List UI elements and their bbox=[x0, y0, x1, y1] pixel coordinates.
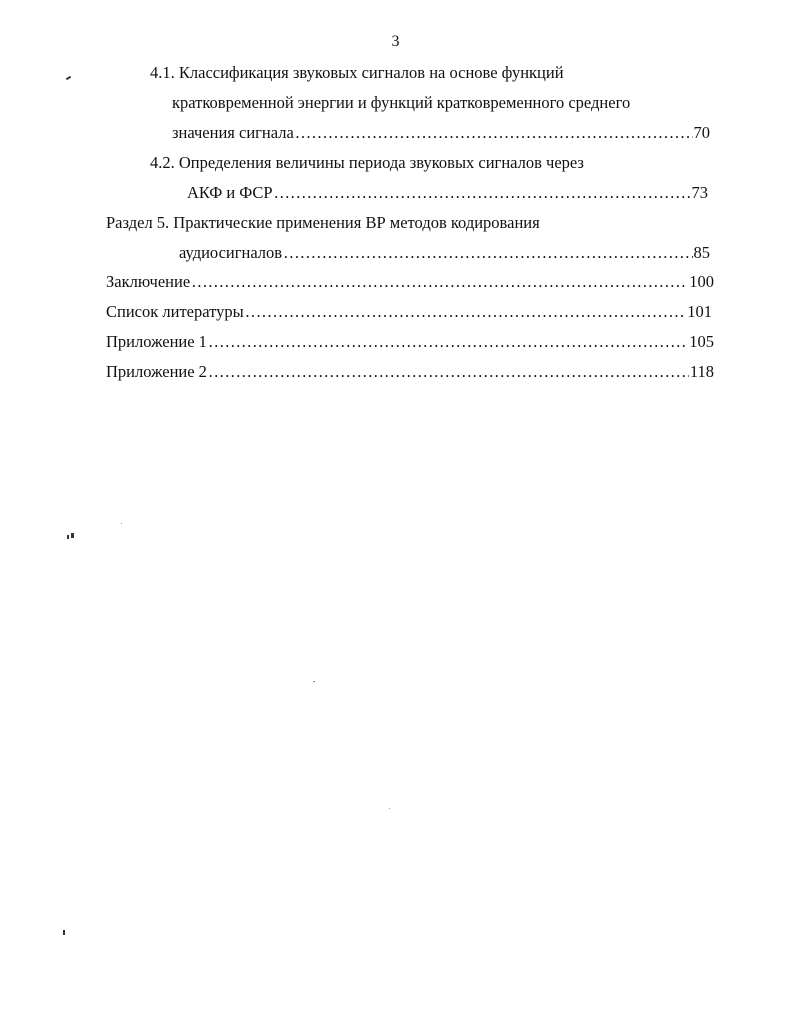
scan-speck bbox=[121, 523, 122, 524]
toc-entry-4-1-line-1: 4.1. Классификация звуковых сигналов на основе функций bbox=[150, 63, 564, 82]
dot-leader bbox=[208, 332, 688, 352]
scan-speck bbox=[66, 76, 71, 80]
scan-speck bbox=[71, 533, 74, 538]
toc-entry-4-1-line-3 bbox=[172, 123, 710, 143]
toc-entry-4-2-label: АКФ и ФСР bbox=[187, 183, 273, 202]
toc-entry-4-1-line-2: кратковременной энергии и функций кратковременного среднего bbox=[172, 93, 631, 112]
dot-leader bbox=[245, 302, 687, 322]
scan-speck bbox=[67, 535, 69, 539]
dot-leader bbox=[191, 272, 688, 292]
scan-speck bbox=[389, 808, 390, 809]
toc-entry-4-2-line-2 bbox=[187, 183, 708, 203]
dot-leader bbox=[295, 123, 693, 143]
toc-entry-appendix-2 bbox=[106, 362, 714, 382]
toc-entry-conclusion-label: Заключение bbox=[106, 272, 191, 291]
toc-entry-appendix-1-label: Приложение 1 bbox=[106, 332, 207, 351]
toc-entry-appendix-2-label: Приложение 2 bbox=[106, 362, 207, 381]
toc-entry-references-label: Список литературы bbox=[106, 302, 244, 321]
toc-entry-appendix-2-page: 118 bbox=[689, 362, 714, 381]
toc-entry-appendix-1-page: 105 bbox=[689, 332, 714, 351]
toc-entry-section-5-page: 85 bbox=[693, 243, 710, 262]
toc-entry-section-5-label: аудиосигналов bbox=[179, 243, 283, 262]
toc-entry-references bbox=[106, 302, 712, 322]
toc-entry-conclusion-page: 100 bbox=[689, 272, 714, 291]
toc-entry-appendix-1 bbox=[106, 332, 714, 352]
page-number: 3 bbox=[391, 33, 400, 50]
dot-leader bbox=[274, 183, 691, 203]
dot-leader bbox=[283, 243, 692, 263]
toc-entry-4-1-label: значения сигнала bbox=[172, 123, 294, 142]
scan-speck bbox=[313, 681, 315, 682]
toc-entry-4-2-line-1: 4.2. Определения величины периода звуковых сигналов через bbox=[150, 153, 584, 172]
toc-entry-references-page: 101 bbox=[687, 302, 712, 321]
dot-leader bbox=[208, 362, 689, 382]
toc-entry-conclusion bbox=[106, 272, 714, 292]
scan-speck bbox=[63, 930, 65, 935]
toc-entry-4-2-page: 73 bbox=[691, 183, 708, 202]
toc-entry-section-5-line-2 bbox=[179, 243, 710, 263]
toc-entry-section-5-line-1: Раздел 5. Практические применения ВР методов кодирования bbox=[106, 213, 540, 232]
toc-entry-4-1-page: 70 bbox=[693, 123, 710, 142]
